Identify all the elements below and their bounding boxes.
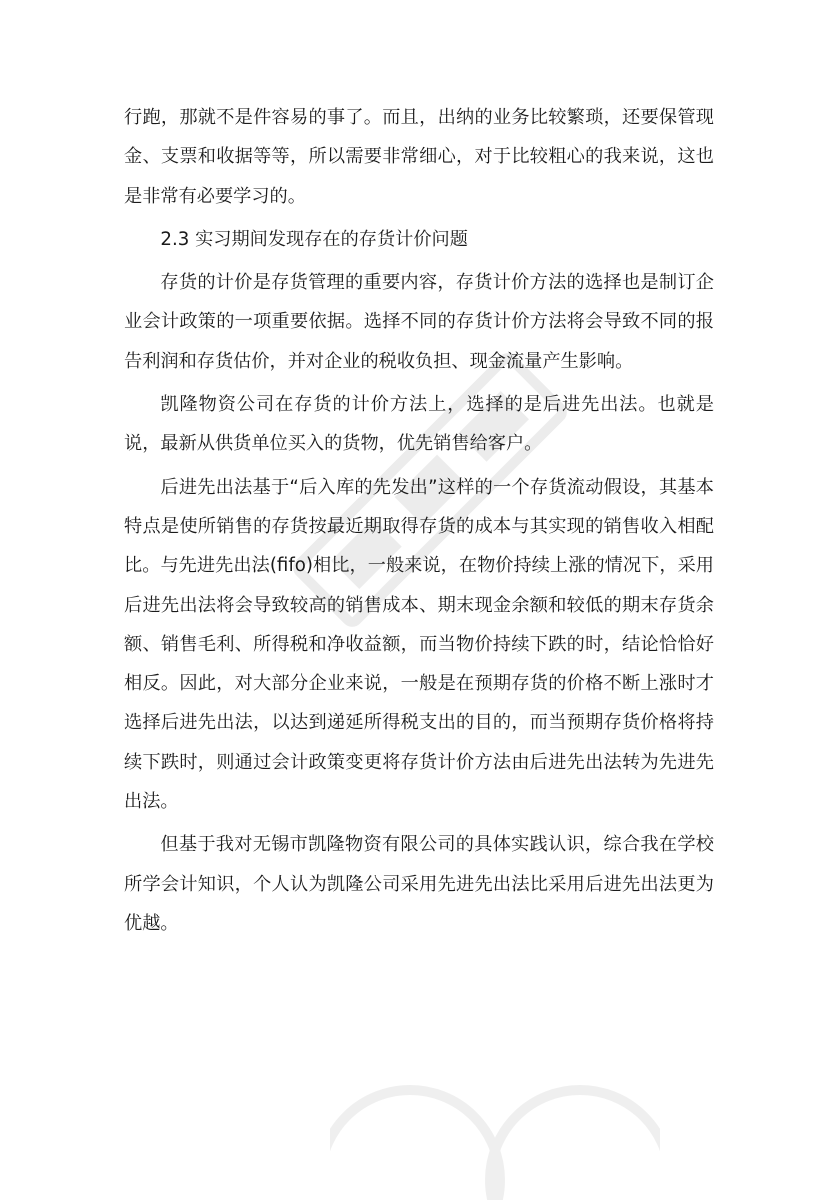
paragraph-company-method: 凯隆物资公司在存货的计价方法上，选择的是后进先出法。也就是说，最新从供货单位买入的货物，优先销售给客户。	[124, 394, 714, 455]
paragraph-lifo-explanation: 后进先出法基于“后入库的先发出”这样的一个存货流动假设，其基本特点是使所销售的存货按最近期取得存货的成本与其实现的销售收入相配比。与先进先出法(fifo)相比，一般来说，在物价持续上涨的情况下，采用后进先出法将会导致较高的销售成本、期末现金余额和较低的期末存货余额、销售毛利、所得税和净收益额，而当物价持续下跌的时，结论恰恰好相反。因此，对大部分企业来说，一般是在预期存货的价格不断上涨时才选择后进先出法，以达到递延所得税支出的目的，而当预期存货价格将持续下跌时，则通过会计政策变更将存货计价方法由后进先出法转为先进先出法。	[124, 476, 714, 813]
watermark-seal-icon	[330, 1060, 660, 1200]
document-body	[124, 98, 714, 947]
paragraph-inventory-valuation: 存货的计价是存货管理的重要内容，存货计价方法的选择也是制订企业会计政策的一项重要依据。选择不同的存货计价方法将会导致不同的报告利润和存货估价，并对企业的税收负担、现金流量产生影响。	[124, 272, 714, 372]
paragraph-conclusion: 但基于我对无锡市凯隆物资有限公司的具体实践认识，综合我在学校所学会计知识，个人认为凯隆公司采用先进先出法比采用后进先出法更为优越。	[124, 834, 714, 934]
section-heading: 2.3 实习期间发现存在的存货计价问题	[160, 228, 468, 250]
paragraph-continuation: 行跑，那就不是件容易的事了。而且，出纳的业务比较繁琐，还要保管现金、支票和收据等等，所以需要非常细心，对于比较粗心的我来说，这也是非常有必要学习的。	[124, 107, 714, 207]
